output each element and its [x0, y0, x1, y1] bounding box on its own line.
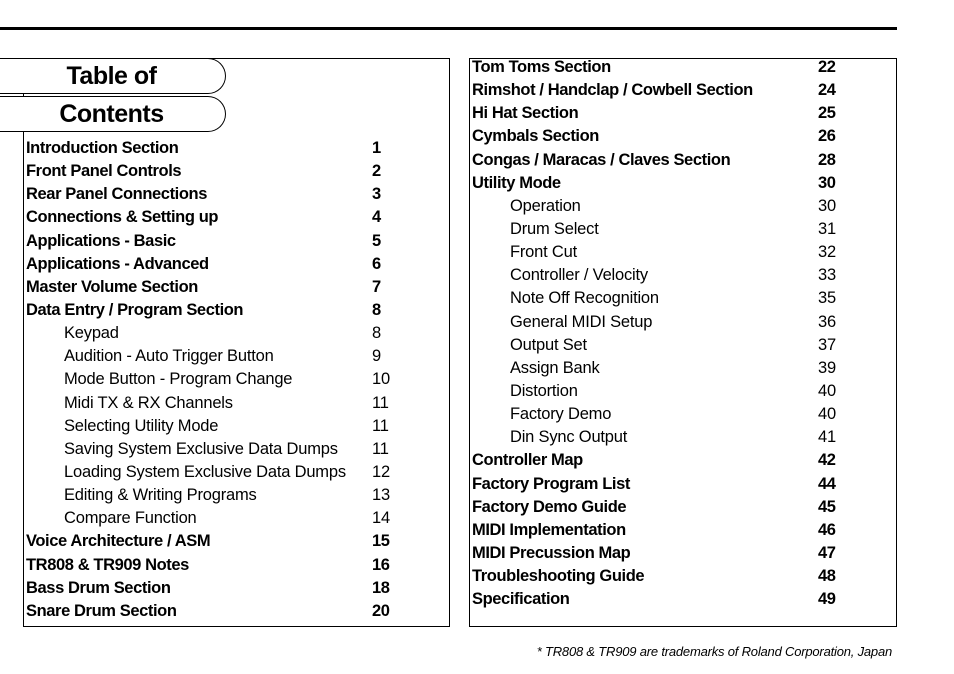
toc-entry-page-number: 40 [818, 381, 836, 400]
toc-entry-label: Rimshot / Handclap / Cowbell Section [472, 81, 753, 100]
toc-entry-label: Operation [510, 196, 581, 215]
toc-entry-label: Factory Demo [510, 405, 612, 424]
toc-entry-page-number: 42 [818, 451, 836, 470]
toc-entry-label: Drum Select [510, 219, 599, 238]
toc-entry-label: Audition - Auto Trigger Button [64, 347, 274, 366]
toc-entry-label: Introduction Section [26, 139, 179, 157]
toc-entry[interactable] [472, 264, 852, 287]
toc-entry[interactable] [26, 530, 406, 553]
toc-entry[interactable] [26, 461, 406, 484]
toc-entry-page-number: 37 [818, 335, 836, 354]
toc-entry[interactable] [26, 345, 406, 368]
toc-entry[interactable] [472, 565, 852, 588]
top-rule [0, 27, 897, 30]
toc-entry[interactable] [472, 56, 852, 79]
toc-entry[interactable] [26, 322, 406, 345]
toc-entry-page-number: 6 [372, 254, 381, 273]
toc-entry[interactable] [472, 426, 852, 449]
toc-entry-page-number: 7 [372, 277, 381, 296]
toc-entry-label: Controller Map [472, 451, 583, 470]
toc-entry-label: General MIDI Setup [510, 312, 653, 331]
toc-entry-page-number: 18 [372, 578, 390, 597]
toc-entry-page-number: 13 [372, 486, 390, 505]
toc-entry-page-number: 48 [818, 567, 836, 586]
toc-entry[interactable] [472, 218, 852, 241]
toc-entry-label: Bass Drum Section [26, 578, 171, 597]
toc-entry-label: Data Entry / Program Section [26, 300, 244, 319]
toc-entry-label: Master Volume Section [26, 277, 198, 296]
toc-entry-label: Midi TX & RX Channels [64, 393, 233, 412]
toc-entry-page-number: 24 [818, 81, 836, 100]
toc-entry[interactable] [26, 438, 406, 461]
toc-entry-label: Loading System Exclusive Data Dumps [64, 462, 346, 481]
toc-entry[interactable] [26, 230, 406, 253]
toc-entry[interactable] [472, 519, 852, 542]
toc-entry-page-number: 26 [818, 127, 836, 146]
toc-entry-label: Cymbals Section [472, 127, 599, 146]
toc-entry-page-number: 30 [818, 173, 836, 192]
toc-entry-label: Mode Button - Program Change [64, 370, 293, 389]
toc-entry[interactable] [472, 195, 852, 218]
toc-entry-page-number: 9 [372, 347, 381, 366]
toc-entry-page-number: 47 [818, 543, 836, 562]
toc-entry[interactable] [472, 149, 852, 172]
toc-entry[interactable] [26, 137, 406, 160]
toc-entry[interactable] [472, 449, 852, 472]
toc-entry[interactable] [472, 241, 852, 264]
toc-entry[interactable] [472, 311, 852, 334]
page-title-line1: Table of [66, 61, 157, 90]
toc-entry-label: Keypad [64, 324, 119, 343]
toc-entry-label: Controller / Velocity [510, 266, 648, 285]
toc-entry-page-number: 4 [372, 208, 381, 227]
toc-entry-label: Specification [472, 590, 570, 609]
toc-entry[interactable] [472, 403, 852, 426]
toc-entry-label: Factory Program List [472, 474, 630, 493]
toc-entry-page-number: 11 [372, 393, 389, 412]
toc-entry-page-number: 20 [372, 601, 390, 620]
toc-entry-label: Congas / Maracas / Claves Section [472, 150, 731, 169]
toc-entry-label: Snare Drum Section [26, 601, 177, 620]
toc-entry-page-number: 22 [818, 58, 836, 76]
toc-entry-label: Front Panel Controls [26, 162, 182, 181]
toc-entry[interactable] [472, 125, 852, 148]
toc-entry[interactable] [26, 206, 406, 229]
toc-entry[interactable] [26, 183, 406, 206]
toc-entry-label: Front Cut [510, 243, 577, 262]
toc-entry[interactable] [472, 380, 852, 403]
toc-entry[interactable] [472, 102, 852, 125]
toc-entry[interactable] [26, 415, 406, 438]
toc-entry-page-number: 25 [818, 104, 836, 123]
toc-entry[interactable] [26, 299, 406, 322]
toc-entry[interactable] [26, 577, 406, 600]
toc-entry-label: Voice Architecture / ASM [26, 532, 211, 551]
toc-entry-page-number: 2 [372, 162, 381, 181]
toc-entry-page-number: 8 [372, 324, 381, 343]
toc-entry-label: Saving System Exclusive Data Dumps [64, 439, 338, 458]
toc-entry-page-number: 35 [818, 289, 836, 308]
toc-entry-page-number: 45 [818, 497, 836, 516]
toc-entry-page-number: 1 [372, 139, 381, 157]
toc-entry[interactable] [26, 554, 406, 577]
toc-entry-page-number: 5 [372, 231, 381, 250]
trademark-footnote: * TR808 & TR909 are trademarks of Roland Corporation, Japan [536, 644, 892, 659]
toc-entry-page-number: 10 [372, 370, 390, 389]
toc-entry-page-number: 12 [372, 462, 390, 481]
toc-entry[interactable] [472, 357, 852, 380]
toc-entry-label: Din Sync Output [510, 428, 628, 447]
toc-entry-label: Editing & Writing Programs [64, 486, 257, 505]
toc-entry[interactable] [26, 600, 406, 623]
toc-entry-page-number: 11 [372, 439, 389, 458]
toc-entry[interactable] [472, 79, 852, 102]
toc-entry[interactable] [26, 368, 406, 391]
toc-entry-label: Hi Hat Section [472, 104, 579, 123]
toc-entry[interactable] [26, 160, 406, 183]
toc-entry-label: Connections & Setting up [26, 208, 219, 227]
toc-entry-page-number: 8 [372, 300, 381, 319]
toc-entry-page-number: 3 [372, 185, 381, 204]
toc-entry-page-number: 36 [818, 312, 836, 331]
toc-entry-page-number: 41 [818, 428, 836, 447]
toc-entry-page-number: 44 [818, 474, 836, 493]
toc-list-right [472, 56, 852, 611]
toc-entry-page-number: 49 [818, 590, 836, 609]
toc-entry-page-number: 30 [818, 196, 836, 215]
toc-entry[interactable] [26, 484, 406, 507]
toc-entry-label: Troubleshooting Guide [472, 567, 645, 586]
toc-entry-label: Applications - Basic [26, 231, 176, 250]
toc-entry-label: Factory Demo Guide [472, 497, 627, 516]
toc-entry-label: Applications - Advanced [26, 254, 209, 273]
toc-entry-label: MIDI Implementation [472, 520, 626, 539]
toc-entry-label: Note Off Recognition [510, 289, 659, 308]
toc-entry-page-number: 31 [818, 219, 836, 238]
toc-entry[interactable] [472, 473, 852, 496]
toc-entry[interactable] [472, 588, 852, 611]
toc-entry-page-number: 16 [372, 555, 390, 574]
page-title-line2: Contents [59, 99, 164, 128]
title-tab-top [0, 58, 226, 94]
toc-entry-page-number: 39 [818, 358, 836, 377]
toc-list-left [26, 137, 406, 623]
toc-entry-page-number: 46 [818, 520, 836, 539]
toc-entry-label: Compare Function [64, 509, 197, 528]
toc-entry[interactable] [472, 542, 852, 565]
toc-entry[interactable] [472, 334, 852, 357]
toc-entry[interactable] [26, 507, 406, 530]
toc-entry[interactable] [472, 496, 852, 519]
toc-entry-label: Distortion [510, 381, 578, 400]
toc-entry[interactable] [472, 287, 852, 310]
toc-entry-page-number: 14 [372, 509, 390, 528]
toc-entry[interactable] [26, 392, 406, 415]
toc-entry-page-number: 40 [818, 405, 836, 424]
toc-entry-page-number: 33 [818, 266, 836, 285]
toc-entry[interactable] [472, 172, 852, 195]
toc-entry-label: TR808 & TR909 Notes [26, 555, 189, 574]
toc-entry-label: Assign Bank [510, 358, 600, 377]
toc-entry-page-number: 11 [372, 416, 389, 435]
toc-entry-page-number: 32 [818, 243, 836, 262]
title-tab-bottom [0, 96, 226, 132]
toc-entry-label: Selecting Utility Mode [64, 416, 219, 435]
toc-entry-page-number: 15 [372, 532, 390, 551]
toc-entry-label: Output Set [510, 335, 587, 354]
toc-entry-label: Utility Mode [472, 173, 561, 192]
toc-entry-label: Rear Panel Connections [26, 185, 207, 204]
toc-entry[interactable] [26, 276, 406, 299]
toc-entry-label: MIDI Precussion Map [472, 543, 631, 562]
toc-entry-label: Tom Toms Section [472, 58, 611, 76]
toc-entry[interactable] [26, 253, 406, 276]
toc-entry-page-number: 28 [818, 150, 836, 169]
